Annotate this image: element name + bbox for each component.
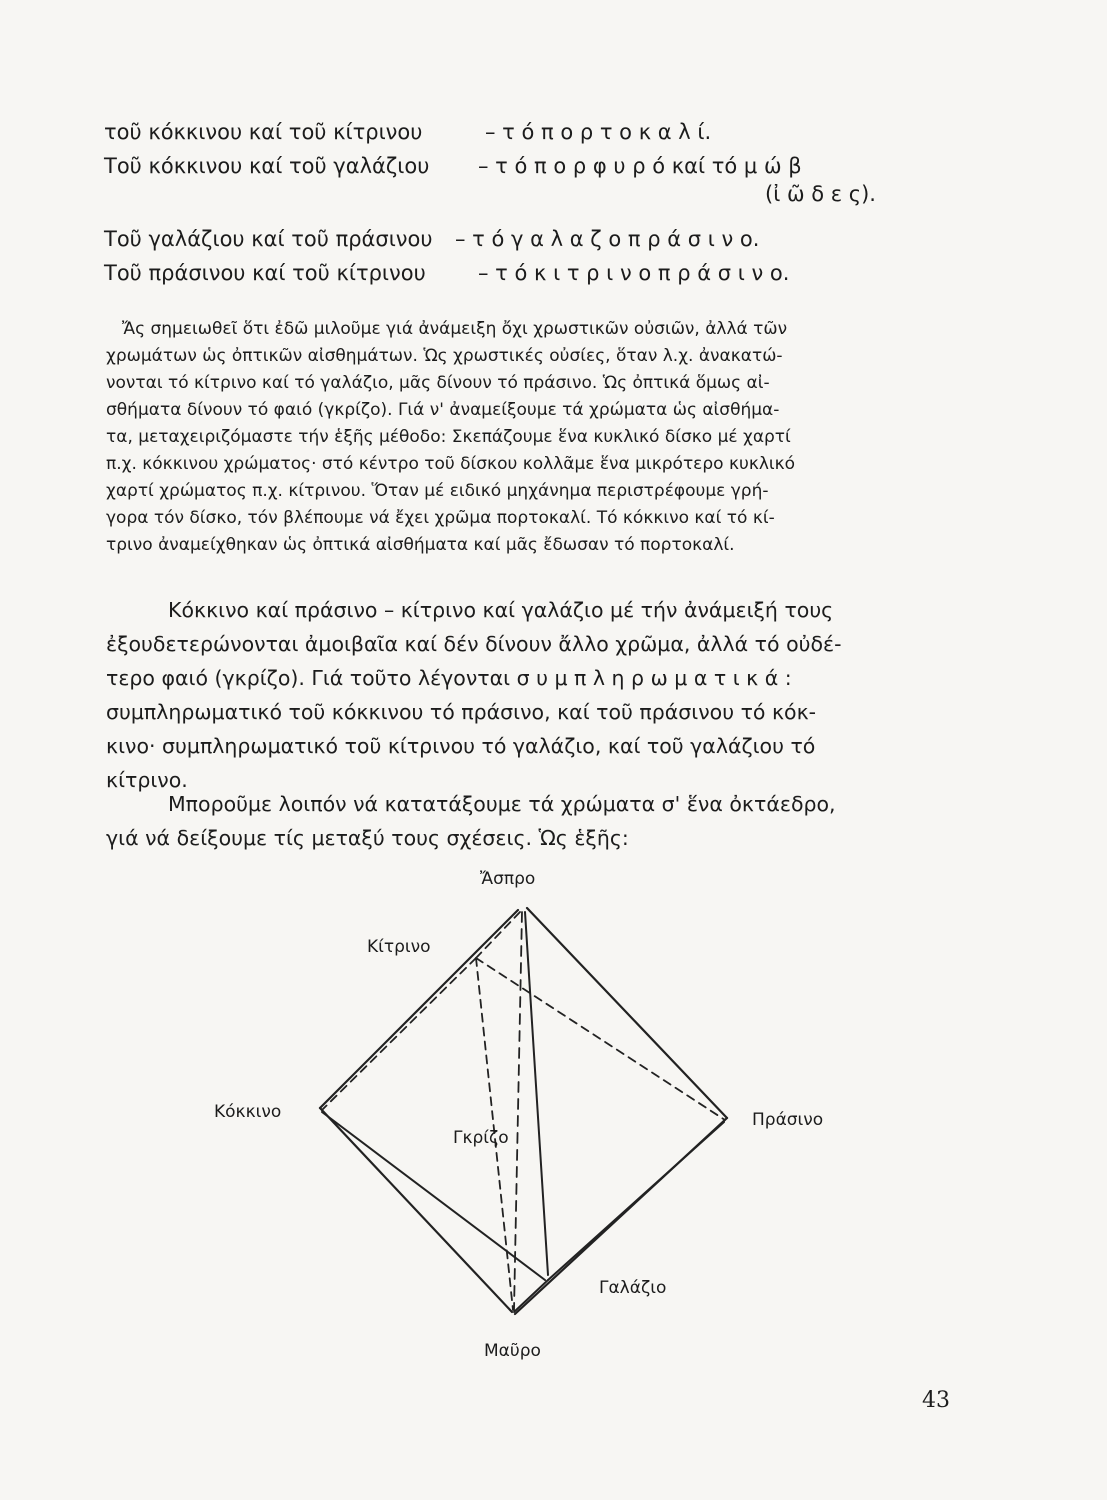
mixture-left: Τοῦ πράσινου καί τοῦ κίτρινου	[104, 261, 426, 285]
label-blue: Γαλάζιο	[599, 1278, 667, 1298]
note-line: νονται τό κίτρινο καί τό γαλάζιο, μᾶς δίνουν τό πράσινο. Ὡς ὀπτικά ὅμως αἰ-	[106, 373, 770, 393]
note-line: σθήματα δίνουν τό φαιό (γκρίζο). Γιά ν' ἀναμείξουμε τά χρώματα ὡς αἰσθήμα-	[106, 400, 780, 420]
axis-vertical	[514, 912, 522, 1310]
mixture-right: – τ ό π ο ρ τ ο κ α λ ί.	[485, 120, 712, 144]
page-number: 43	[922, 1388, 950, 1413]
note-line: χρωμάτων ὡς ὀπτικῶν αἰσθημάτων. Ὡς χρωστικές οὐσίες, ὅταν λ.χ. ἀνακατώ-	[106, 346, 783, 366]
edge-top-green	[527, 908, 727, 1118]
paragraph-line: τερο φαιό (γκρίζο). Γιά τοῦτο λέγονται σ υ μ π λ η ρ ω μ α τ ι κ ά :	[106, 666, 792, 690]
edge-top-blue	[525, 912, 548, 1275]
paragraph-line: Μποροῦμε λοιπόν νά κατατάξουμε τά χρώματα σ' ἕνα ὀκτάεδρο,	[168, 792, 836, 816]
note-line: γορα τόν δίσκο, τόν βλέπουμε νά ἔχει χρῶμα πορτοκαλί. Τό κόκκινο καί τό κί-	[106, 508, 775, 528]
edge-yellow-red	[322, 958, 476, 1110]
paragraph-line: Κόκκινο καί πράσινο – κίτρινο καί γαλάζιο μέ τήν ἀνάμειξή τους	[168, 598, 834, 622]
label-gray: Γκρίζο	[453, 1128, 509, 1148]
mixture-right: – τ ό κ ι τ ρ ι ν ο π ρ ά σ ι ν ο.	[478, 261, 790, 285]
note-line: π.χ. κόκκινου χρώματος· στό κέντρο τοῦ δίσκου κολλᾶμε ἕνα μικρότερο κυκλικό	[106, 454, 796, 474]
paragraph-line: ἐξουδετερώνονται ἀμοιβαῖα καί δέν δίνουν ἄλλο χρῶμα, ἀλλά τό οὐδέ-	[106, 632, 842, 656]
note-line: Ἄς σημειωθεῖ ὅτι ἐδῶ μιλοῦμε γιά ἀνάμειξη ὄχι χρωστικῶν οὐσιῶν, ἀλλά τῶν	[122, 319, 788, 339]
mixture-right: – τ ό π ο ρ φ υ ρ ό καί τό μ ώ β	[478, 154, 802, 178]
note-line: τρινο ἀναμείχθηκαν ὡς ὀπτικά αἰσθήματα καί μᾶς ἔδωσαν τό πορτοκαλί.	[106, 535, 735, 555]
edge-red-blue	[322, 1112, 545, 1280]
label-green: Πράσινο	[752, 1110, 824, 1130]
paragraph-line: συμπληρωματικό τοῦ κόκκινου τό πράσινο, καί τοῦ πράσινου τό κόκ-	[106, 700, 817, 724]
note-line: χαρτί χρώματος π.χ. κίτρινου. Ὅταν μέ ειδικό μηχάνημα περιστρέφουμε γρή-	[106, 481, 769, 501]
mixture-left: τοῦ κόκκινου καί τοῦ κίτρινου	[104, 120, 423, 144]
edge-blue-bottom	[514, 1280, 548, 1312]
mixture-left: Τοῦ κόκκινου καί τοῦ γαλάζιου	[104, 154, 430, 178]
paragraph-line: γιά νά δείξουμε τίς μεταξύ τους σχέσεις. Ὡς ἑξῆς:	[106, 826, 629, 850]
label-white: Ἄσπρο	[480, 869, 536, 889]
label-yellow: Κίτρινο	[367, 937, 431, 957]
edge-green-blue	[548, 1122, 724, 1280]
edge-yellow-green	[476, 958, 725, 1120]
mixture-left: Τοῦ γαλάζιου καί τοῦ πράσινου	[104, 227, 433, 251]
paragraph-line: κινο· συμπληρωματικό τοῦ κίτρινου τό γαλάζιο, καί τοῦ γαλάζιου τό	[106, 734, 816, 758]
paragraph-line: κίτρινο.	[106, 768, 188, 792]
label-black: Μαῦρο	[484, 1341, 541, 1361]
mixture-extra: (ἰ ῶ δ ε ς).	[765, 182, 876, 206]
mixture-right: – τ ό γ α λ α ζ ο π ρ ά σ ι ν ο.	[455, 227, 760, 251]
edge-top-yellow	[476, 912, 520, 958]
label-red: Κόκκινο	[214, 1102, 282, 1122]
note-line: τα, μεταχειριζόμαστε τήν ἑξῆς μέθοδο: Σκεπάζουμε ἕνα κυκλικό δίσκο μέ χαρτί	[106, 427, 791, 447]
